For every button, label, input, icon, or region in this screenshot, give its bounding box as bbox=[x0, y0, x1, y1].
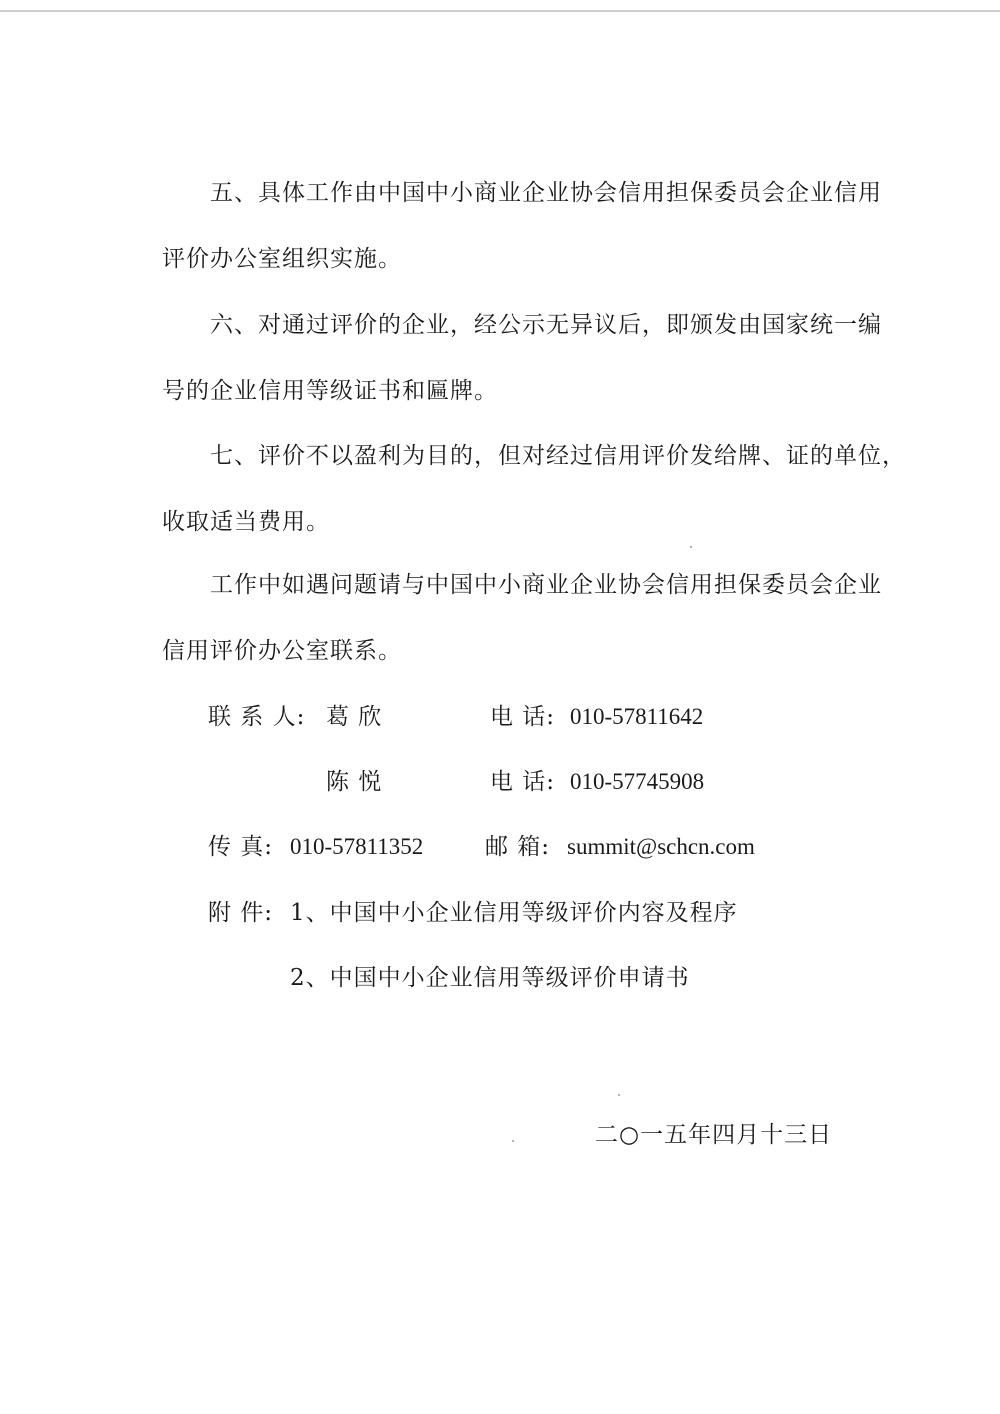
fax-label: 传 真: bbox=[208, 834, 274, 860]
phone-label-2: 电 话: bbox=[490, 769, 556, 795]
paragraph-6-line-1: 六、对通过评价的企业，经公示无异议后，即颁发由国家统一编 bbox=[210, 312, 882, 338]
paragraph-5-line-2: 评价办公室组织实施。 bbox=[162, 246, 402, 272]
fax-number: 010-57811352 bbox=[290, 834, 424, 859]
phone-label-1: 电 话: bbox=[490, 704, 556, 730]
paragraph-7-line-2: 收取适当费用。 bbox=[162, 509, 330, 535]
scan-speck bbox=[512, 1140, 514, 1142]
contact-paragraph-line-1: 工作中如遇问题请与中国中小商业企业协会信用担保委员会企业 bbox=[210, 572, 882, 598]
attachments-label: 附 件: bbox=[208, 900, 274, 926]
contact-person-1: 葛 欣 bbox=[326, 704, 383, 730]
paragraph-7-line-1: 七、评价不以盈利为目的，但对经过信用评价发给牌、证的单位， bbox=[210, 443, 906, 469]
contact-person-2: 陈 悦 bbox=[326, 769, 383, 795]
attachment-item-2: 2、中国中小企业信用等级评价申请书 bbox=[290, 965, 690, 991]
scan-speck bbox=[618, 1094, 620, 1096]
document-date: 二○一五年四月十三日 bbox=[595, 1122, 833, 1148]
contact-person-label: 联 系 人: bbox=[208, 704, 306, 730]
scan-speck bbox=[690, 546, 692, 548]
email-address: summit@schcn.com bbox=[567, 834, 755, 859]
email-label: 邮 箱: bbox=[485, 834, 551, 860]
attachment-item-1: 1、中国中小企业信用等级评价内容及程序 bbox=[290, 900, 738, 926]
scan-edge bbox=[0, 10, 1000, 12]
phone-number-1: 010-57811642 bbox=[570, 704, 704, 729]
paragraph-5-line-1: 五、具体工作由中国中小商业企业协会信用担保委员会企业信用 bbox=[210, 180, 882, 206]
contact-paragraph-line-2: 信用评价办公室联系。 bbox=[162, 638, 402, 664]
paragraph-6-line-2: 号的企业信用等级证书和匾牌。 bbox=[162, 378, 498, 404]
phone-number-2: 010-57745908 bbox=[570, 769, 705, 794]
